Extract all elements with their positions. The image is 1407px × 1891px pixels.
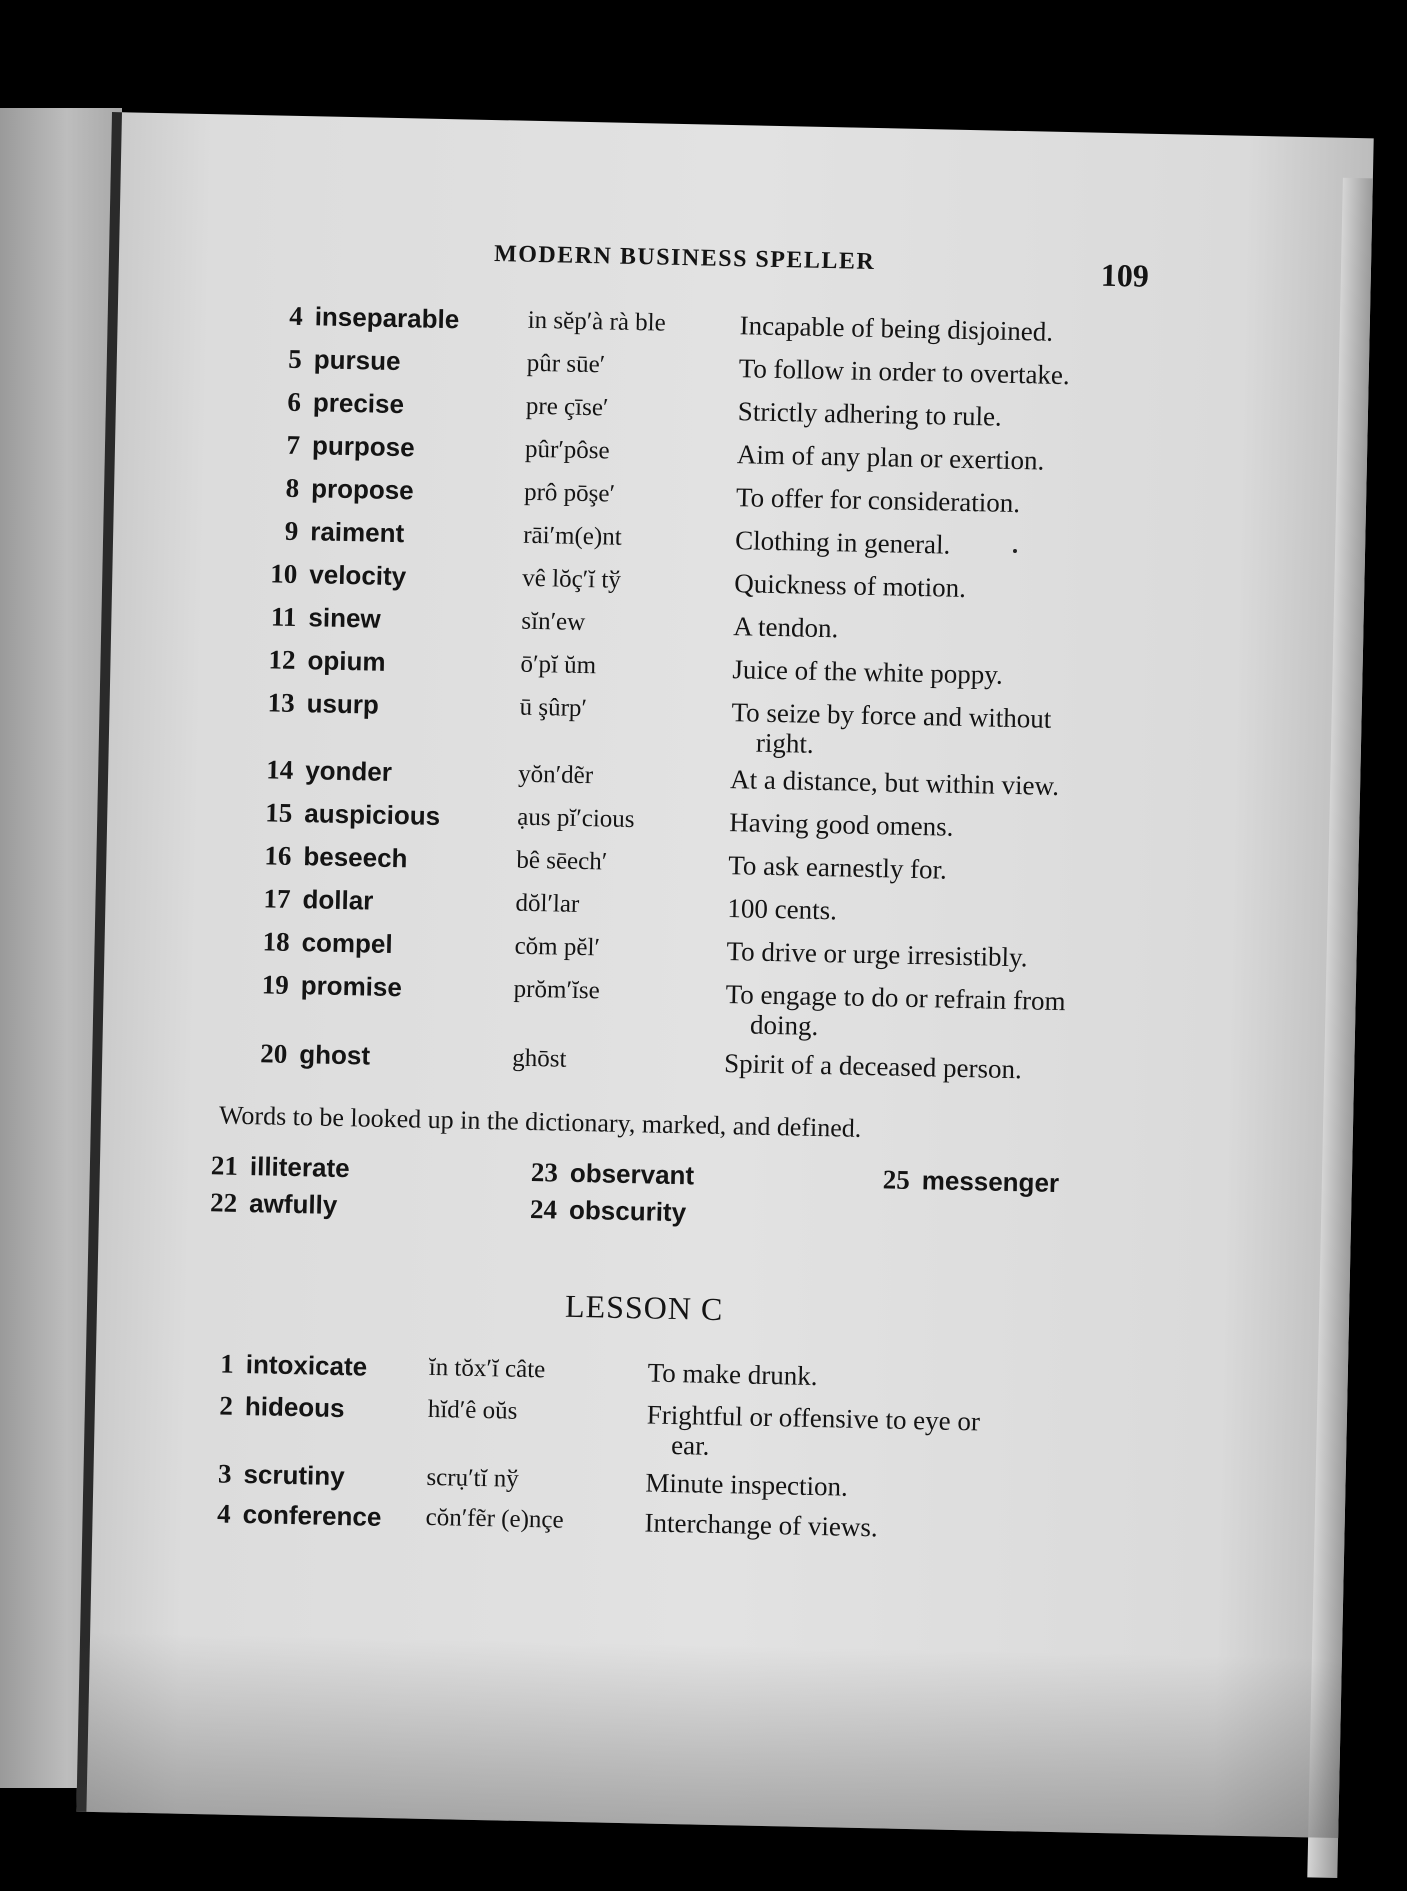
running-header: MODERN BUSINESS SPELLER — [493, 241, 876, 276]
lookup-word: observant — [569, 1157, 695, 1191]
entry-definition-continued: right. — [755, 727, 814, 759]
entry-word: pursue — [313, 344, 401, 377]
entry-definition: To offer for consideration. — [735, 482, 1021, 519]
entry-pronunciation: dŏl′lar — [515, 889, 580, 918]
lookup-word: illiterate — [249, 1151, 350, 1184]
entry-number: 7 — [286, 429, 301, 461]
entry-definition: Minute inspection. — [645, 1467, 849, 1502]
page-number: 109 — [1100, 256, 1150, 294]
entry-word: auspicious — [304, 798, 441, 832]
entry-word: yonder — [304, 755, 393, 788]
entry-number: 9 — [284, 515, 299, 546]
entry-definition-continued: ear. — [670, 1430, 710, 1461]
entry-number: 20 — [260, 1038, 288, 1069]
entry-pronunciation: vê lŏç′ĭ tў — [522, 564, 622, 594]
book-page — [76, 112, 1373, 1838]
entry-number: 17 — [263, 883, 291, 914]
entry-pronunciation: yŏn′dẽr — [517, 760, 594, 790]
entry-definition: A tendon. — [733, 611, 839, 644]
entry-pronunciation: sĭn′ew — [521, 607, 586, 637]
entry-definition: Incapable of being disjoined. — [739, 310, 1054, 347]
entry-number: 15 — [265, 797, 293, 828]
entry-word: opium — [307, 645, 386, 677]
entry-pronunciation: bê sēech′ — [516, 846, 608, 876]
entry-definition: 100 cents. — [727, 893, 838, 926]
lookup-instruction: Words to be looked up in the dictionary, marked, and defined. — [218, 1100, 862, 1143]
entry-number: 5 — [288, 343, 303, 375]
entry-number: 4 — [216, 1498, 231, 1529]
entry-word: conference — [242, 1499, 382, 1532]
entry-word: hideous — [244, 1391, 345, 1424]
entry-word: velocity — [309, 559, 407, 592]
entry-word: compel — [301, 927, 393, 960]
lookup-number: 21 — [210, 1150, 239, 1181]
lookup-word: messenger — [921, 1165, 1060, 1199]
entry-word: precise — [312, 387, 405, 420]
entry-pronunciation: ghōst — [511, 1044, 567, 1073]
entry-pronunciation: cŏm pĕl′ — [514, 932, 601, 962]
entry-word: propose — [310, 473, 415, 506]
entry-word: dollar — [302, 884, 374, 916]
entry-number: 4 — [288, 300, 304, 332]
entry-number: 16 — [264, 840, 292, 871]
lookup-number: 23 — [530, 1157, 559, 1188]
entry-pronunciation: scrụ′tĭ nў — [426, 1463, 520, 1493]
page-shadow — [76, 1632, 1341, 1838]
entry-pronunciation: in sĕp′à rà ble — [527, 306, 667, 337]
entry-word: usurp — [306, 688, 380, 720]
lesson-heading: LESSON C — [564, 1287, 724, 1328]
entry-definition: To make drunk. — [647, 1357, 818, 1392]
entry-pronunciation: prŏm′ĭse — [513, 975, 600, 1005]
entry-word: intoxicate — [245, 1349, 368, 1382]
entry-definition: To follow in order to overtake. — [738, 353, 1071, 391]
entry-definition: At a distance, but within view. — [729, 764, 1060, 801]
entry-number: 11 — [270, 601, 297, 632]
entry-definition: Aim of any plan or exertion. — [736, 439, 1045, 476]
entry-pronunciation: prô pōşe′ — [523, 478, 616, 508]
entry-pronunciation: cŏn′fẽr (e)nçe — [425, 1503, 564, 1534]
entry-word: raiment — [309, 516, 405, 549]
entry-pronunciation: ạus pĭ′cious — [517, 803, 635, 834]
lookup-word: awfully — [248, 1188, 338, 1220]
entry-definition: To ask earnestly for. — [728, 850, 948, 885]
lookup-word: obscurity — [568, 1194, 687, 1228]
entry-word: sinew — [308, 602, 382, 634]
entry-number: 18 — [262, 926, 290, 957]
entry-pronunciation: pûr′pôse — [524, 435, 610, 465]
entry-definition-continued: doing. — [749, 1009, 819, 1041]
entry-pronunciation: rāi′m(e)nt — [522, 521, 622, 551]
entry-word: inseparable — [314, 301, 460, 335]
entry-pronunciation: pûr sūe′ — [526, 349, 606, 379]
entry-number: 8 — [285, 472, 300, 503]
entry-number: 19 — [261, 969, 290, 1000]
entry-definition: Spirit of a deceased person. — [723, 1048, 1023, 1085]
entry-number: 10 — [270, 558, 298, 589]
lookup-number: 22 — [209, 1187, 238, 1218]
entry-number: 1 — [219, 1348, 235, 1379]
entry-definition: Juice of the white poppy. — [732, 654, 1004, 690]
lookup-number: 25 — [882, 1164, 911, 1195]
entry-pronunciation: ĭn tŏx′ĭ câte — [428, 1353, 546, 1384]
entry-number: 2 — [219, 1390, 234, 1421]
entry-definition: Frightful or offensive to eye or — [646, 1399, 981, 1437]
entry-number: 13 — [267, 687, 295, 718]
entry-pronunciation: ō′pĭ ŭm — [520, 650, 597, 680]
entry-number: 14 — [265, 754, 294, 785]
entry-definition: To engage to do or refrain from — [725, 979, 1066, 1017]
entry-word: scrutiny — [243, 1459, 345, 1492]
entry-number: 6 — [287, 386, 302, 418]
entry-number: 12 — [268, 644, 296, 675]
entry-definition: Quickness of motion. — [733, 568, 967, 603]
page-right-edge — [1307, 178, 1373, 1878]
entry-definition: Clothing in general. — [734, 525, 951, 560]
entry-definition: To drive or urge irresistibly. — [726, 936, 1028, 973]
entry-definition: Strictly adhering to rule. — [737, 396, 1003, 432]
entry-word: ghost — [298, 1039, 371, 1071]
print-speck — [1013, 549, 1017, 553]
entry-number: 3 — [217, 1458, 232, 1489]
entry-definition: To seize by force and without — [731, 697, 1052, 734]
entry-word: beseech — [303, 841, 408, 874]
entry-pronunciation: hĭd′ê oŭs — [427, 1395, 518, 1425]
entry-word: purpose — [311, 430, 415, 463]
entry-pronunciation: ū şûrp′ — [519, 693, 588, 723]
lookup-number: 24 — [529, 1194, 558, 1225]
entry-definition: Interchange of views. — [644, 1507, 878, 1543]
entry-definition: Having good omens. — [728, 807, 954, 842]
entry-pronunciation: pre çīse′ — [525, 392, 609, 422]
entry-word: promise — [300, 970, 403, 1003]
